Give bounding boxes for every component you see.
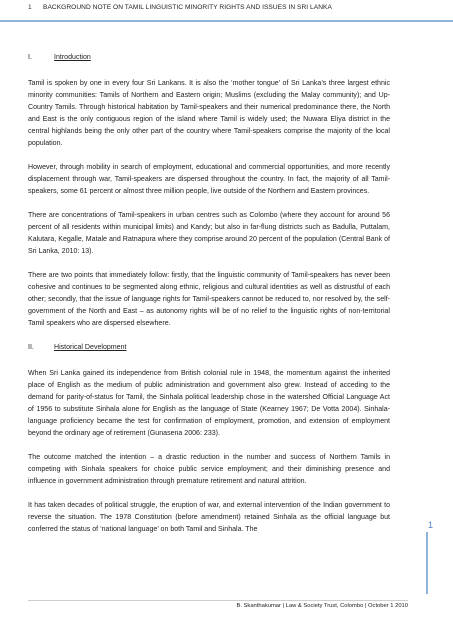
paragraph: However, through mobility in search of employment, educational and commercial opportunities, and more recently displacement through war, Tamil-speakers are dispersed throughout the country. In fact, the majority of all Tamil-speakers, some 61 percent or almost three million people, live outside of the Northern and Eastern provinces. xyxy=(28,164,390,195)
paragraph: It has taken decades of political struggle, the eruption of war, and external intervention of the Indian government to reverse the situation. The 1978 Constitution (before amendment) retained Sinhala as the official language but conferred the status of ‘national language’ on both Tamil and Sinhala. The xyxy=(28,502,390,533)
side-page-number: 1 xyxy=(428,520,434,530)
paragraph: There are concentrations of Tamil-speakers in urban centres such as Colombo (where they account for around 56 percent of all residents within municipal limits) and Kandy; but also in far-flung districts such as Badulla, Puttalam, Kalutara, Kegalle, Matale and Ratnapura where they comprise around 20 percent of the population (Central Bank of Sri Lanka, 2010: 13). xyxy=(28,212,390,255)
section-numeral: II. xyxy=(28,344,34,351)
header-page-number: 1 xyxy=(28,4,32,11)
section-title: Historical Development xyxy=(54,344,127,351)
paragraph: The outcome matched the intention – a drastic reduction in the number and success of Northern Tamils in competing with Sinhala speakers for choice public service employment; and their diminishing presence and influence in government administration through premature retirement and natural attrition. xyxy=(28,454,390,485)
section-heading-introduction xyxy=(28,52,390,64)
side-accent-bar xyxy=(426,532,428,594)
paragraph: Tamil is spoken by one in every four Sri Lankans. It is also the ‘mother tongue’ of Sri Lanka’s three largest ethnic minority communities: Tamils of Northern and Eastern origin; Muslims (excluding the Malay community); and Up-Country Tamils. Through historical habitation by Tamil-speakers and their numerical predominance there, the North and East is the only contiguous region of the island where Tamil is widely used; the Nuwara Eliya district in the central highlands being the only other part of the country where Tamil-speakers comprise the majority of the local population. xyxy=(28,80,390,147)
page-header xyxy=(0,0,453,22)
paragraph: When Sri Lanka gained its independence from British colonial rule in 1948, the momentum against the inherited place of English as the medium of public administration and government also grew. Instead of acceding to the demand for parity-of-status for Tamil, the Sinhala political leadership chose in the watershed Official Language Act of 1956 to substitute Sinhala alone for English as the language of State (Kearney 1967; De Votta 2004). Sinhala-language proficiency became the test for confirmation of employment, promotion, and extension of employment beyond the ordinary age of retirement (Gunasena 2006: 233). xyxy=(28,370,390,437)
paragraph: There are two points that immediately follow: firstly, that the linguistic community of Tamil-speakers has never been cohesive and continues to be segmented along ethnic, religious and cultural identities as well as distrustful of each other; secondly, that the issue of language rights for Tamil-speakers cannot be reduced to, nor resolved by, the self-government of the North and East – as autonomy rights will be of no relief to the linguistic rights of non-territorial Tamil speakers who are dispersed elsewhere. xyxy=(28,272,390,327)
section-heading-historical-development xyxy=(28,342,390,354)
page-footer: B. Skanthakumar | Law & Society Trust, Colombo | October 1 2010 xyxy=(236,603,408,609)
document-body xyxy=(28,52,390,548)
section-numeral: I. xyxy=(28,54,32,61)
header-title: BACKGROUND NOTE ON TAMIL LINGUISTIC MINORITY RIGHTS AND ISSUES IN SRI LANKA xyxy=(43,4,332,11)
section-title: Introduction xyxy=(54,54,91,61)
footer-divider xyxy=(28,600,408,601)
